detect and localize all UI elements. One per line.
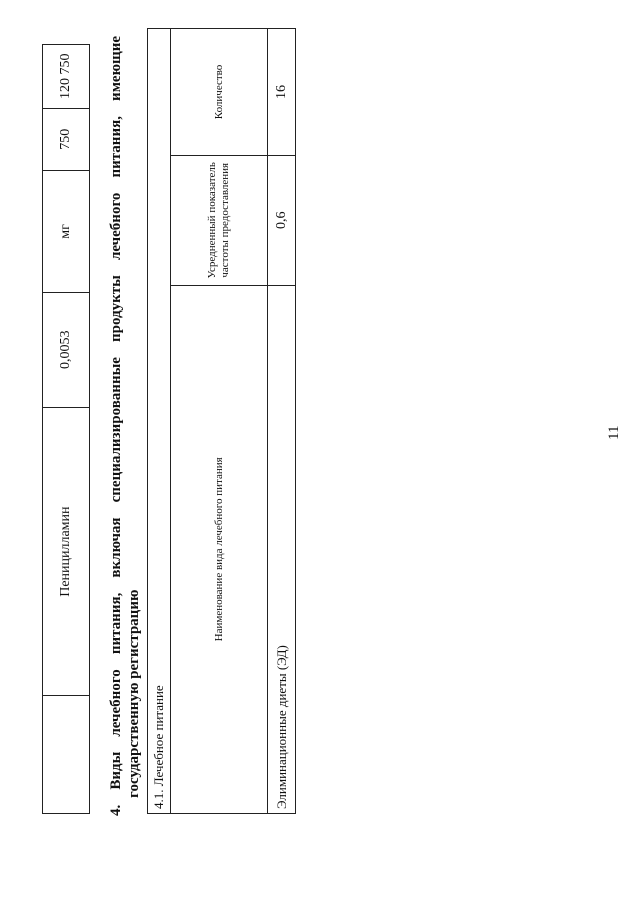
drug-total-cell: 120 750 bbox=[43, 45, 90, 109]
heading-word: лечебного bbox=[108, 192, 124, 261]
heading-word: лечебного bbox=[108, 669, 124, 737]
row-name-cell: Элиминационные диеты (ЭД) bbox=[268, 285, 296, 813]
drug-name-cell: Пеницилламин bbox=[43, 407, 90, 696]
heading-line-1 bbox=[107, 36, 125, 816]
heading-word: имеющие bbox=[108, 36, 124, 101]
page-number: 11 bbox=[606, 425, 622, 440]
heading-word: питания, bbox=[108, 592, 124, 655]
section-title: 4.1. Лечебное питание bbox=[148, 29, 171, 814]
heading-word: продукты bbox=[108, 275, 124, 342]
table-row bbox=[268, 29, 296, 814]
drug-unit-cell: мг bbox=[43, 171, 90, 293]
column-header-quantity: Количество bbox=[171, 29, 268, 156]
heading-word: Виды bbox=[108, 751, 124, 790]
heading-word: специализированные bbox=[108, 357, 124, 503]
heading-number: 4. bbox=[108, 804, 124, 816]
drug-value-cell: 0,0053 bbox=[43, 292, 90, 407]
heading-word: питания, bbox=[108, 116, 124, 178]
row-frequency-cell: 0,6 bbox=[268, 155, 296, 285]
empty-cell bbox=[43, 696, 90, 814]
nutrition-table bbox=[147, 28, 296, 814]
row-quantity-cell: 16 bbox=[268, 29, 296, 156]
drug-dose-cell: 750 bbox=[43, 108, 90, 171]
table-header-row bbox=[171, 29, 268, 814]
drug-table bbox=[42, 44, 90, 814]
heading-word: включая bbox=[108, 517, 124, 578]
section-heading bbox=[107, 36, 143, 816]
column-header-frequency: Усредненный показатель частоты предоставления bbox=[171, 155, 268, 285]
table-row bbox=[43, 45, 90, 814]
column-header-name: Наименование вида лечебного питания bbox=[171, 285, 268, 813]
heading-line-2: государственную регистрацию bbox=[126, 589, 142, 798]
table-row bbox=[148, 29, 171, 814]
